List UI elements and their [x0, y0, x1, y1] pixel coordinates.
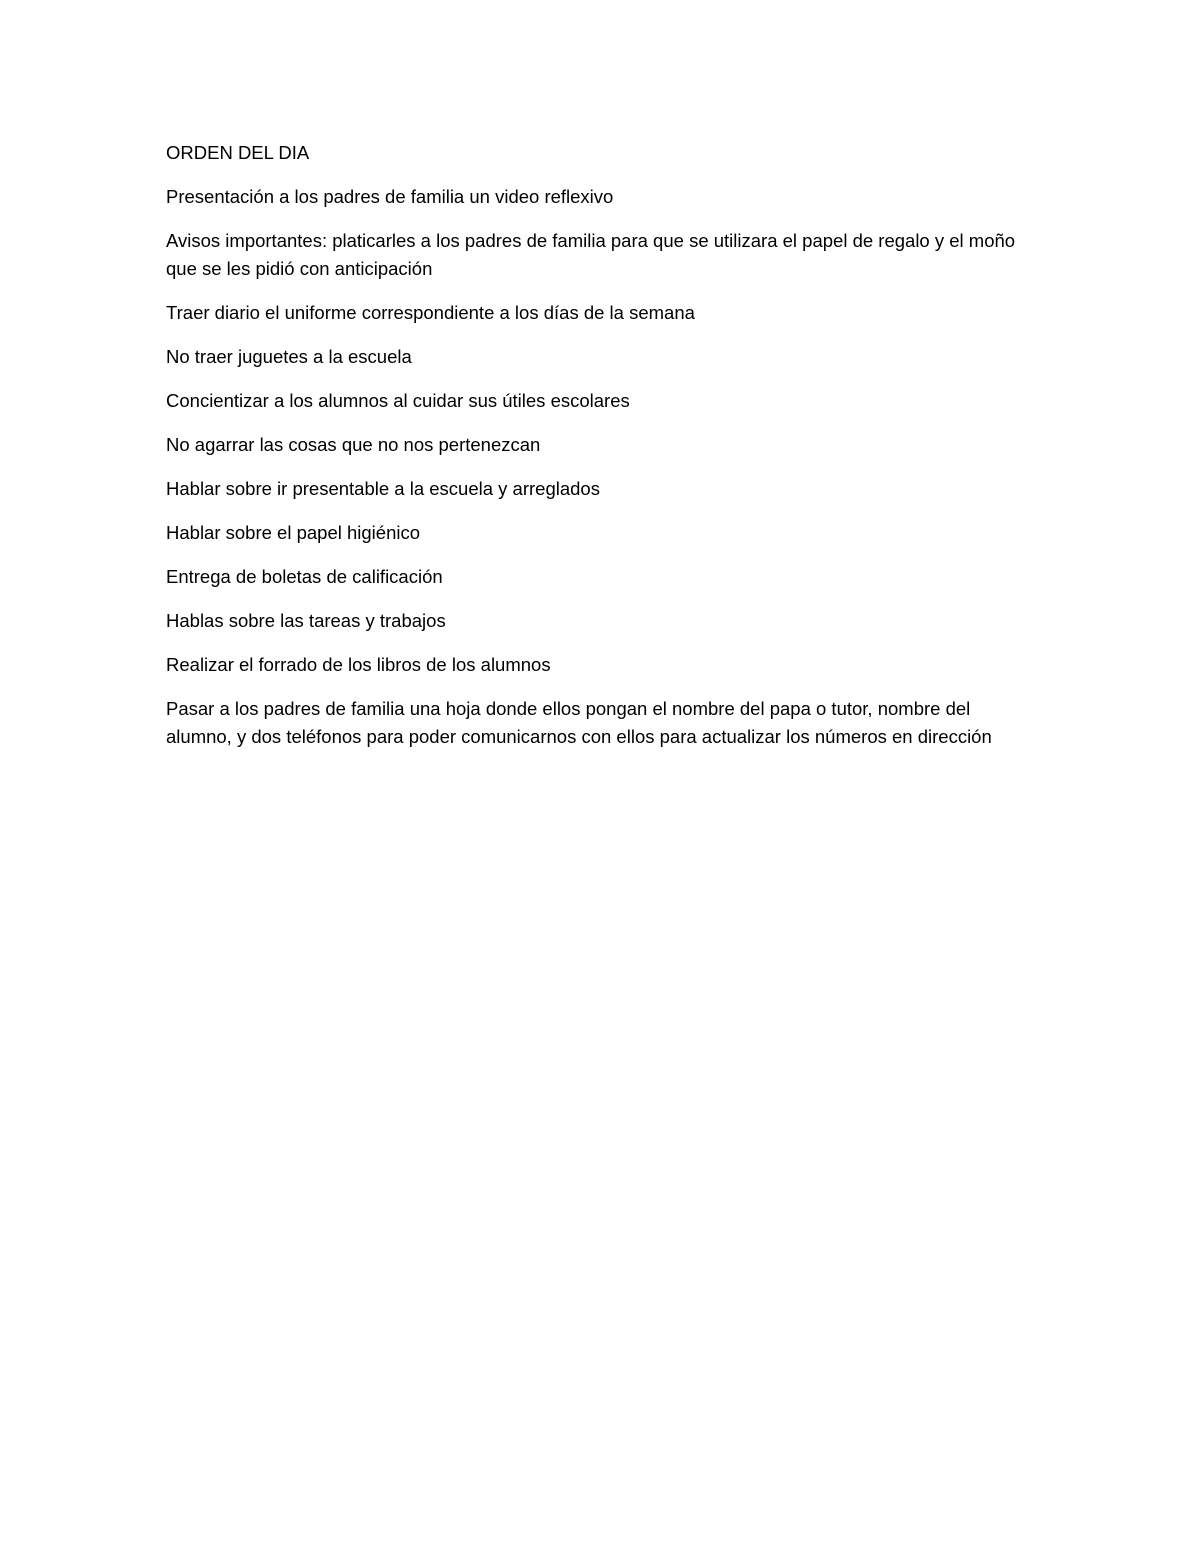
agenda-item: Realizar el forrado de los libros de los alumnos — [166, 654, 551, 675]
agenda-item: Hablar sobre ir presentable a la escuela y arreglados — [166, 478, 600, 499]
agenda-item: No agarrar las cosas que no nos pertenezcan — [166, 434, 541, 455]
document-title: ORDEN DEL DIA — [166, 142, 310, 163]
agenda-item: Hablar sobre el papel higiénico — [166, 522, 421, 543]
agenda-item: Entrega de boletas de calificación — [166, 566, 443, 587]
agenda-item: Avisos importantes: platicarles a los padres de familia para que se utilizara el papel de regalo y el moño que se les pidió con anticipación — [166, 230, 1016, 279]
agenda-item: Traer diario el uniforme correspondiente a los días de la semana — [166, 302, 695, 323]
agenda-item: Pasar a los padres de familia una hoja donde ellos pongan el nombre del papa o tutor, nombre del alumno, y dos teléfonos para poder comunicarnos con ellos para actualizar los números en dirección — [166, 698, 992, 747]
agenda-item: Concientizar a los alumnos al cuidar sus útiles escolares — [166, 390, 630, 411]
document-body — [166, 139, 1036, 767]
agenda-item: Presentación a los padres de familia un video reflexivo — [166, 186, 614, 207]
agenda-item: No traer juguetes a la escuela — [166, 346, 412, 367]
agenda-item: Hablas sobre las tareas y trabajos — [166, 610, 446, 631]
